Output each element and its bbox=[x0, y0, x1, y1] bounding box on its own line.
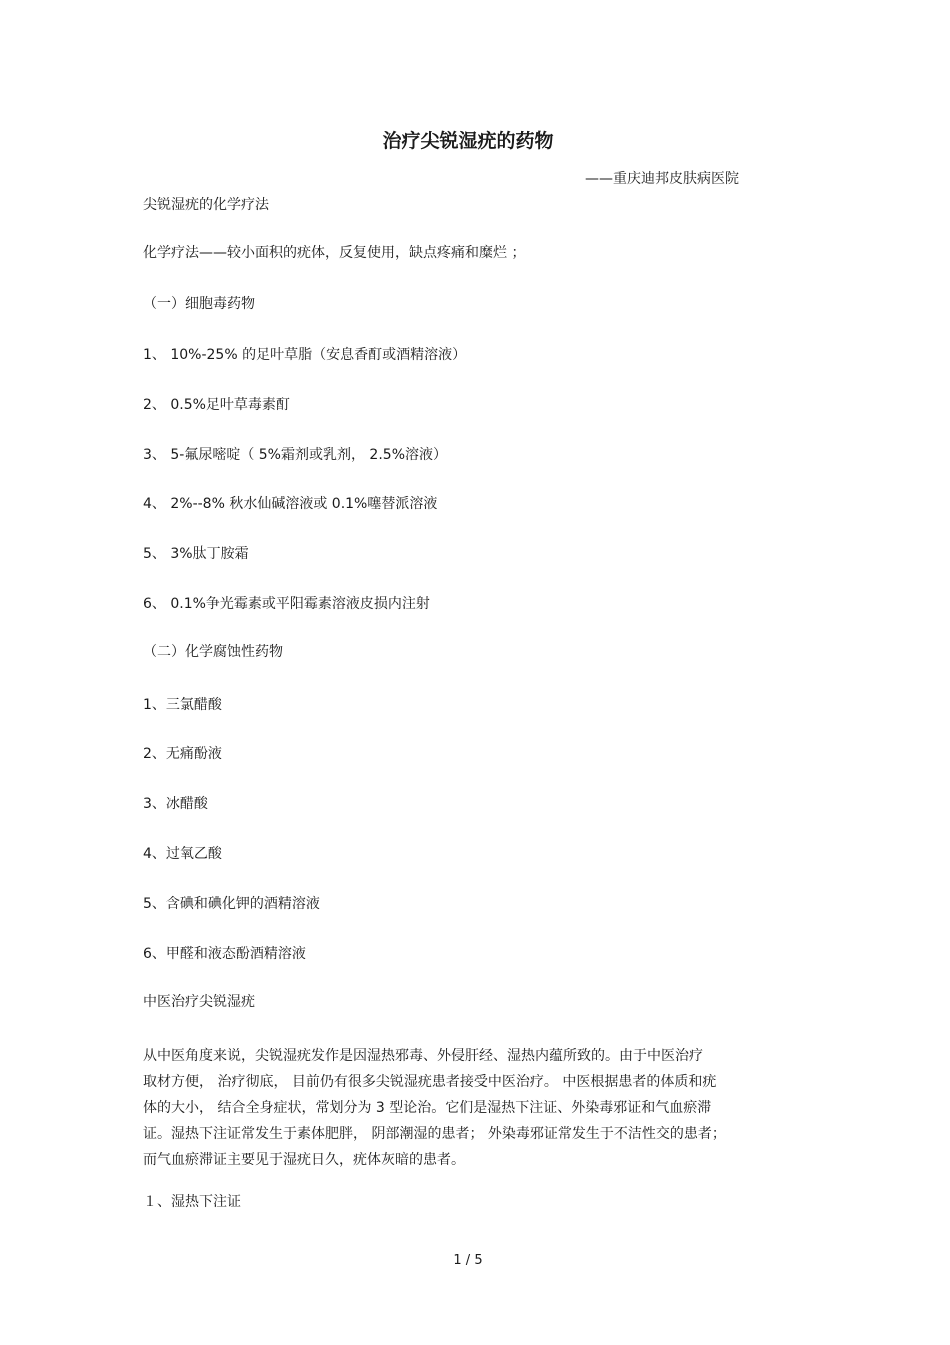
list-item: 5、 3%肽丁胺霜 bbox=[143, 546, 249, 562]
list-item: 6、甲醛和液态酚酒精溶液 bbox=[143, 946, 306, 962]
section-heading-tcm: 中医治疗尖锐湿疣 bbox=[143, 994, 255, 1010]
tcm-paragraph bbox=[143, 1043, 803, 1173]
author-line: ——重庆迪邦皮肤病医院 bbox=[585, 171, 739, 187]
list-item: 1、三氯醋酸 bbox=[143, 697, 222, 713]
list-item: 3、 5-氟尿嘧啶（ 5%霜剂或乳剂， 2.5%溶液） bbox=[143, 447, 447, 463]
list-item: 4、过氧乙酸 bbox=[143, 846, 222, 862]
paragraph-line: 体的大小， 结合全身症状，常划分为 3 型论治。它们是湿热下注证、外染毒邪证和气血瘀滞 bbox=[143, 1100, 712, 1116]
list-item: 2、无痛酚液 bbox=[143, 746, 222, 762]
page-number: 1 / 5 bbox=[453, 1253, 483, 1268]
group-heading-cytotoxic: （一）细胞毒药物 bbox=[143, 296, 255, 312]
paragraph-line: 从中医角度来说，尖锐湿疣发作是因湿热邪毒、外侵肝经、湿热内蕴所致的。由于中医治疗 bbox=[143, 1048, 703, 1064]
list-item: 6、 0.1%争光霉素或平阳霉素溶液皮损内注射 bbox=[143, 596, 430, 612]
list-item: 4、 2%--8% 秋水仙碱溶液或 0.1%噻替派溶液 bbox=[143, 496, 438, 512]
subsection-heading: １、湿热下注证 bbox=[143, 1194, 241, 1210]
group-heading-corrosive: （二）化学腐蚀性药物 bbox=[143, 644, 283, 660]
paragraph-line: 而气血瘀滞证主要见于湿疣日久，疣体灰暗的患者。 bbox=[143, 1152, 465, 1168]
list-item: 5、含碘和碘化钾的酒精溶液 bbox=[143, 896, 320, 912]
paragraph-line: 取材方便， 治疗彻底， 目前仍有很多尖锐湿疣患者接受中医治疗。 中医根据患者的体质和疣 bbox=[143, 1074, 717, 1090]
chemical-therapy-intro: 化学疗法——较小面积的疣体，反复使用，缺点疼痛和糜烂 ； bbox=[143, 245, 526, 261]
document-title: 治疗尖锐湿疣的药物 bbox=[382, 130, 554, 152]
list-item: 1、 10%-25% 的足叶草脂（安息香酊或酒精溶液） bbox=[143, 347, 467, 363]
list-item: 2、 0.5%足叶草毒素酊 bbox=[143, 397, 290, 413]
paragraph-line: 证。湿热下注证常发生于素体肥胖， 阴部潮湿的患者； 外染毒邪证常发生于不洁性交的患者； bbox=[143, 1126, 726, 1142]
section-heading-chemical-therapy: 尖锐湿疣的化学疗法 bbox=[143, 197, 269, 213]
list-item: 3、冰醋酸 bbox=[143, 796, 208, 812]
